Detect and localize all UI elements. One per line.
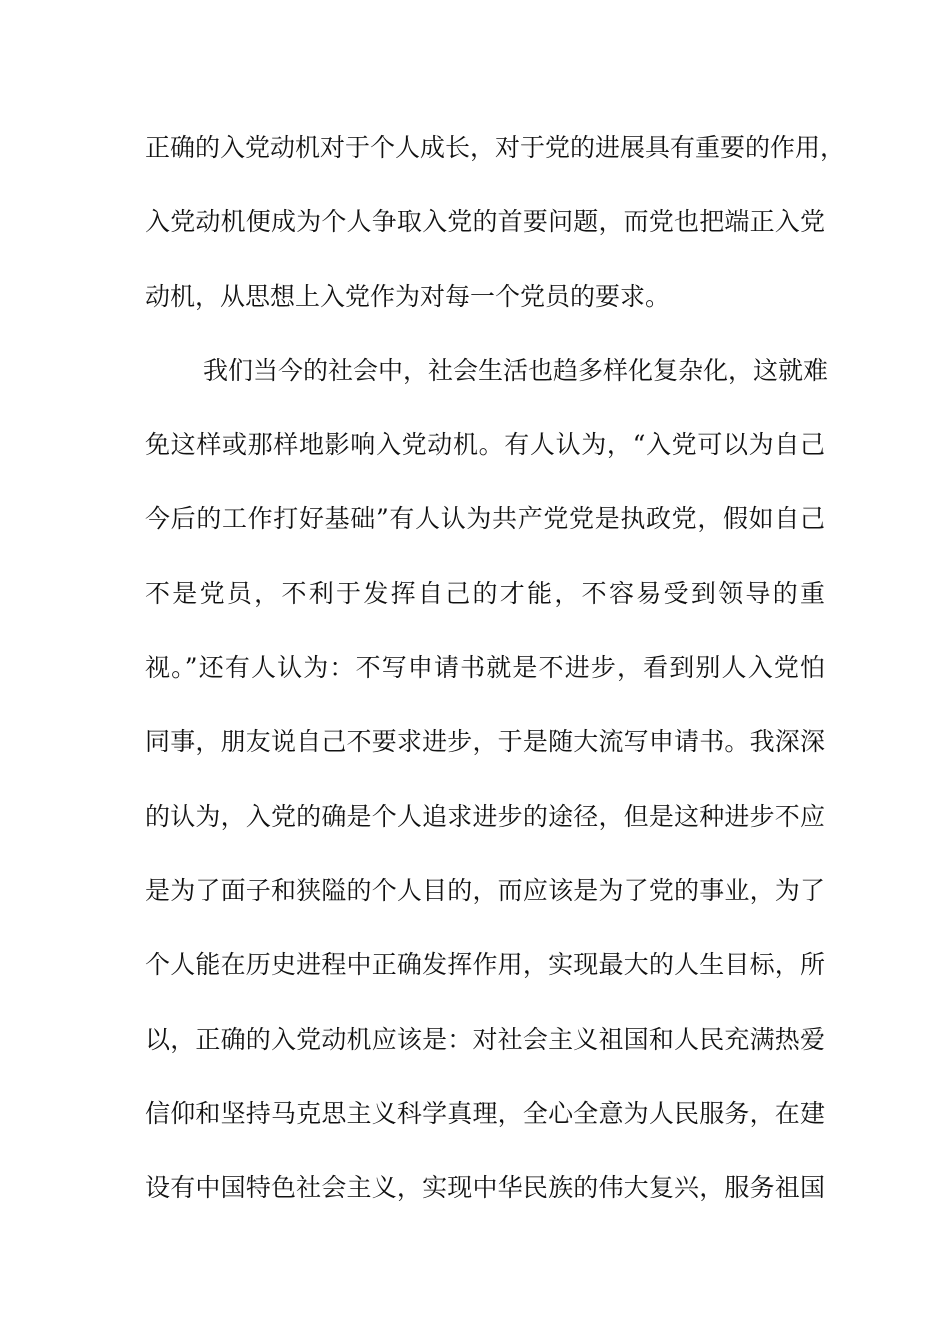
text-line-15: 设有中国特色社会主义，实现中华民族的伟大复兴，服务祖国 — [145, 1173, 825, 1203]
text-line-12: 个人能在历史进程中正确发挥作用，实现最大的人生目标，所 — [145, 950, 825, 980]
text-line-2: 入党动机便成为个人争取入党的首要问题，而党也把端正入党 — [145, 207, 825, 237]
text-line-1: 正确的入党动机对于个人成长，对于党的进展具有重要的作用， — [145, 133, 846, 162]
text-line-6: 今后的工作打好基础”有人认为共产党党是执政党，假如自己 — [145, 504, 825, 534]
text-line-3: 动机，从思想上入党作为对每一个党员的要求。 — [145, 281, 671, 311]
document-body — [145, 128, 846, 1242]
text-line-13: 以，正确的入党动机应该是：对社会主义祖国和人民充满热爱 — [145, 1024, 825, 1054]
text-line-8: 视。”还有人认为：不写申请书就是不进步，看到别人入党怕 — [145, 653, 825, 683]
text-line-11: 是为了面子和狭隘的个人目的，而应该是为了党的事业，为了 — [145, 875, 825, 905]
text-line-4: 我们当今的社会中，社会生活也趋多样化复杂化，这就难 — [203, 355, 829, 385]
text-line-10: 的认为，入党的确是个人追求进步的途径，但是这种进步不应 — [145, 801, 825, 831]
text-line-9: 同事，朋友说自己不要求进步，于是随大流写申请书。我深深 — [145, 727, 825, 757]
text-line-7: 不是党员，不利于发挥自己的才能，不容易受到领导的重 — [145, 578, 825, 608]
text-line-5: 免这样或那样地影响入党动机。有人认为，“入党可以为自己 — [145, 430, 825, 460]
text-line-14: 信仰和坚持马克思主义科学真理，全心全意为人民服务，在建 — [145, 1098, 825, 1128]
